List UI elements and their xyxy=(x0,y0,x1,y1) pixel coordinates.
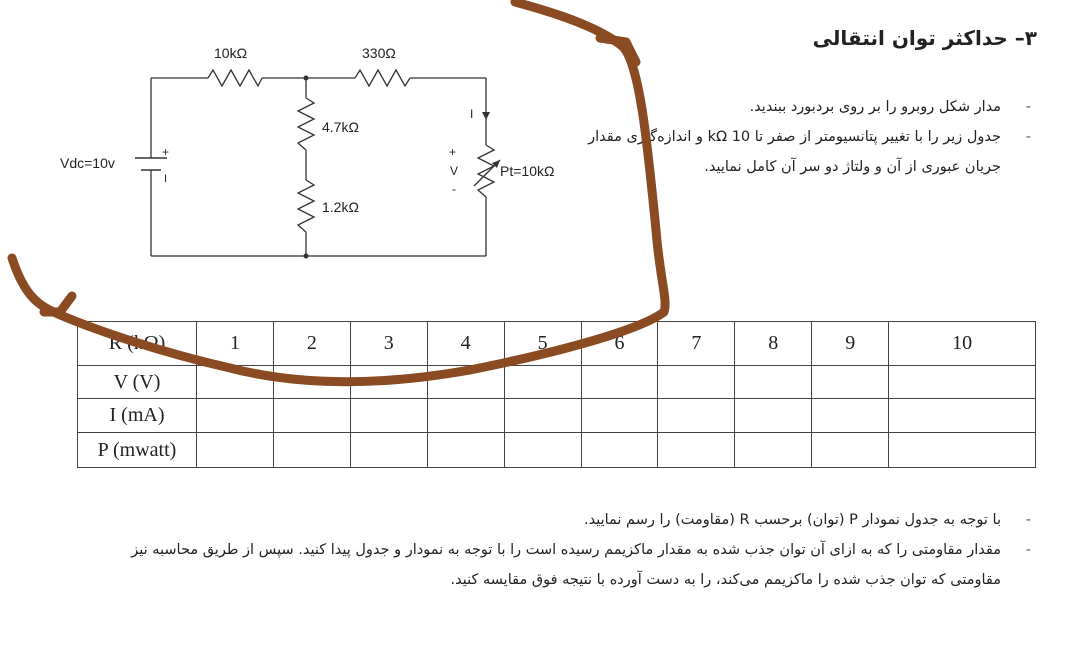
instruction-text: با توجه به جدول نمودار P (توان) برحسب R (مقاومت) را رسم نمایید. xyxy=(583,512,1001,528)
label-volt-minus: - xyxy=(452,182,456,196)
empty-cell[interactable] xyxy=(735,399,812,433)
empty-cell[interactable] xyxy=(427,399,504,433)
empty-cell[interactable] xyxy=(658,399,735,433)
empty-cell[interactable] xyxy=(889,399,1036,433)
label-1-2k: 1.2kΩ xyxy=(322,199,359,215)
instruction-text: جدول زیر را با تغییر پتانسیومتر از صفر تا 10 kΩ و اندازه‌گیری مقدار جریان عبوری از آن و ولتاژ دو سر آن کامل نمایید. xyxy=(588,129,1001,175)
resistor-1-2k xyxy=(298,180,314,232)
r-value-cell: 1 xyxy=(197,322,274,366)
empty-cell[interactable] xyxy=(581,366,658,399)
empty-cell[interactable] xyxy=(504,433,581,468)
r-value-cell: 4 xyxy=(427,322,504,366)
row-header-p: P (mwatt) xyxy=(78,433,197,468)
instruction-item xyxy=(101,535,1031,595)
label-330: 330Ω xyxy=(362,45,396,61)
row-header-r: R (kΩ) xyxy=(78,322,197,366)
empty-cell[interactable] xyxy=(427,366,504,399)
measurement-table xyxy=(77,321,1036,468)
label-4-7k: 4.7kΩ xyxy=(322,119,359,135)
bullet-dash: - xyxy=(1025,129,1031,145)
instruction-item xyxy=(581,122,1031,182)
r-value-cell: 8 xyxy=(735,322,812,366)
empty-cell[interactable] xyxy=(504,366,581,399)
empty-cell[interactable] xyxy=(350,399,427,433)
table-row xyxy=(78,366,1036,399)
current-arrow-icon xyxy=(482,112,490,120)
empty-cell[interactable] xyxy=(889,366,1036,399)
label-pot: Pt=10kΩ xyxy=(500,163,555,179)
resistor-330 xyxy=(355,70,410,86)
instruction-text: مدار شکل روبرو را بر روی بردبورد ببندید. xyxy=(749,99,1001,115)
label-current: I xyxy=(470,107,474,121)
empty-cell[interactable] xyxy=(197,433,274,468)
empty-cell[interactable] xyxy=(812,399,889,433)
table-row xyxy=(78,399,1036,433)
bullet-dash: - xyxy=(1025,542,1031,558)
empty-cell[interactable] xyxy=(812,433,889,468)
circuit-wires xyxy=(151,78,486,256)
instructions-bottom xyxy=(101,505,1031,595)
empty-cell[interactable] xyxy=(812,366,889,399)
label-volt-plus: + xyxy=(449,145,457,159)
scribble-arrowhead-top xyxy=(600,38,636,62)
instruction-text: مقدار مقاومتی را که به ازای آن توان جذب شده به مقدار ماکزیمم رسیده است را با توجه به نمودار و جدول پیدا کنید. سپس از طریق محاسبه نیز مقاومتی که توان جذب شده را ماکزیمم می‌کند، را به دست آورده با نتیجه فوق مقایسه کنید. xyxy=(131,542,1001,588)
r-value-cell: 10 xyxy=(889,322,1036,366)
empty-cell[interactable] xyxy=(735,433,812,468)
empty-cell[interactable] xyxy=(350,433,427,468)
empty-cell[interactable] xyxy=(273,366,350,399)
empty-cell[interactable] xyxy=(273,433,350,468)
r-value-cell: 9 xyxy=(812,322,889,366)
label-source-plus: + xyxy=(162,145,170,159)
label-volt: V xyxy=(450,164,459,178)
node-dot xyxy=(304,76,309,81)
r-value-cell: 7 xyxy=(658,322,735,366)
empty-cell[interactable] xyxy=(350,366,427,399)
instruction-item xyxy=(101,505,1031,535)
empty-cell[interactable] xyxy=(197,366,274,399)
r-value-cell: 6 xyxy=(581,322,658,366)
row-header-i: I (mA) xyxy=(78,399,197,433)
bullet-dash: - xyxy=(1025,512,1031,528)
label-10k: 10kΩ xyxy=(214,45,248,61)
empty-cell[interactable] xyxy=(581,399,658,433)
node-dot xyxy=(304,254,309,259)
r-value-cell: 3 xyxy=(350,322,427,366)
r-value-cell: 2 xyxy=(273,322,350,366)
empty-cell[interactable] xyxy=(889,433,1036,468)
row-header-v: V (V) xyxy=(78,366,197,399)
dc-source-symbol xyxy=(135,158,167,170)
empty-cell[interactable] xyxy=(504,399,581,433)
empty-cell[interactable] xyxy=(735,366,812,399)
empty-cell[interactable] xyxy=(658,433,735,468)
empty-cell[interactable] xyxy=(427,433,504,468)
resistor-10k xyxy=(208,70,262,86)
r-value-cell: 5 xyxy=(504,322,581,366)
resistor-4-7k xyxy=(298,98,314,150)
label-vdc: Vdc=10v xyxy=(60,155,115,171)
empty-cell[interactable] xyxy=(658,366,735,399)
empty-cell[interactable] xyxy=(273,399,350,433)
circuit-diagram xyxy=(0,0,600,280)
table-row xyxy=(78,322,1036,366)
empty-cell[interactable] xyxy=(581,433,658,468)
bullet-dash: - xyxy=(1025,99,1031,115)
scribble-arrowhead-left xyxy=(44,296,72,312)
instruction-item xyxy=(581,92,1031,122)
table-row xyxy=(78,433,1036,468)
section-heading: ۳– حداکثر توان انتقالی xyxy=(812,26,1037,50)
instructions-top xyxy=(581,92,1031,182)
label-source-minus: I xyxy=(164,173,168,185)
potentiometer xyxy=(478,145,494,197)
empty-cell[interactable] xyxy=(197,399,274,433)
